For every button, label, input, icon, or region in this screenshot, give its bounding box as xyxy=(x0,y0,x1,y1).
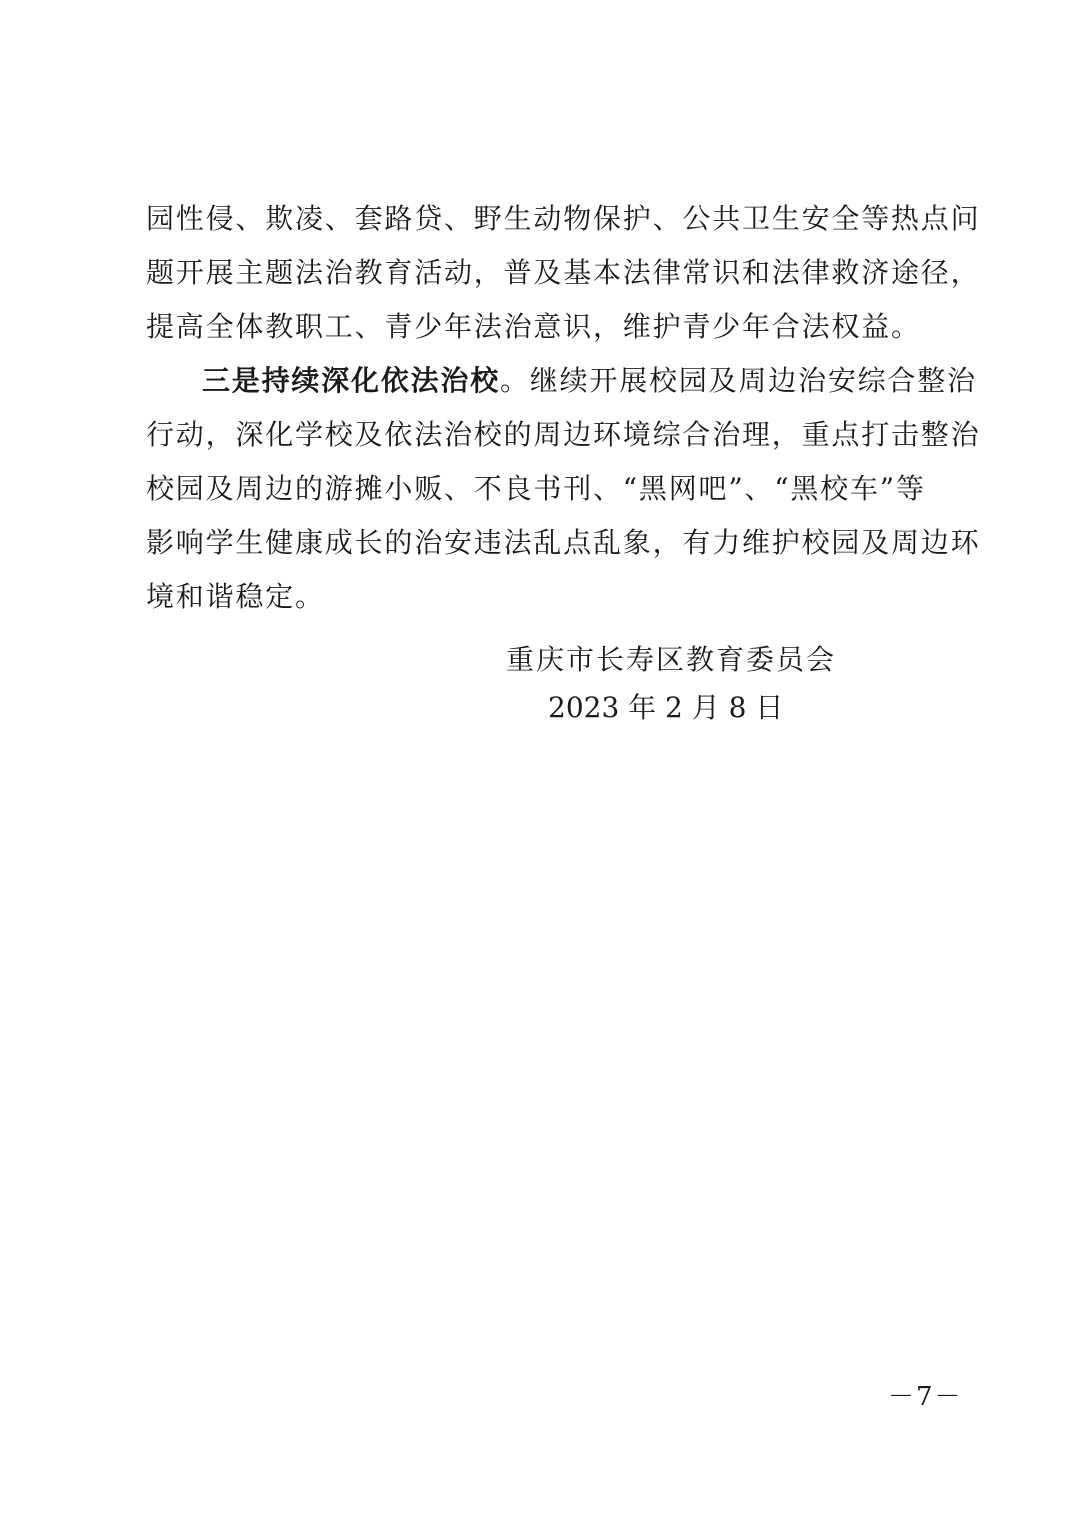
page-number: －7－ xyxy=(888,1382,963,1412)
section-3-text: 。继续开展校园及周边治安综合整治 xyxy=(500,364,977,397)
body-text xyxy=(146,192,981,624)
paragraph-line: 影响学生健康成长的治安违法乱点乱象，有力维护校园及周边环 xyxy=(146,526,981,559)
paragraph-line: 园性侵、欺凌、套路贷、野生动物保护、公共卫生安全等热点问 xyxy=(146,202,981,235)
paragraph-line: 行动，深化学校及依法治校的周边环境综合治理，重点打击整治 xyxy=(146,418,981,451)
issue-date: 2023 年 2 月 8 日 xyxy=(548,691,784,724)
signature-block xyxy=(506,636,906,732)
paragraph-line: 校园及周边的游摊小贩、不良书刊、“黑网吧”、“黑校车”等 xyxy=(146,472,926,505)
paragraph-line: 题开展主题法治教育活动，普及基本法律常识和法律救济途径， xyxy=(146,256,981,289)
issuing-organization: 重庆市长寿区教育委员会 xyxy=(506,643,837,676)
paragraph-line: 提高全体教职工、青少年法治意识，维护青少年合法权益。 xyxy=(146,310,921,343)
section-3-first-line xyxy=(146,354,977,408)
section-3-heading: 三是持续深化依法治校 xyxy=(202,364,501,397)
paragraph-line: 境和谐稳定。 xyxy=(146,580,325,613)
